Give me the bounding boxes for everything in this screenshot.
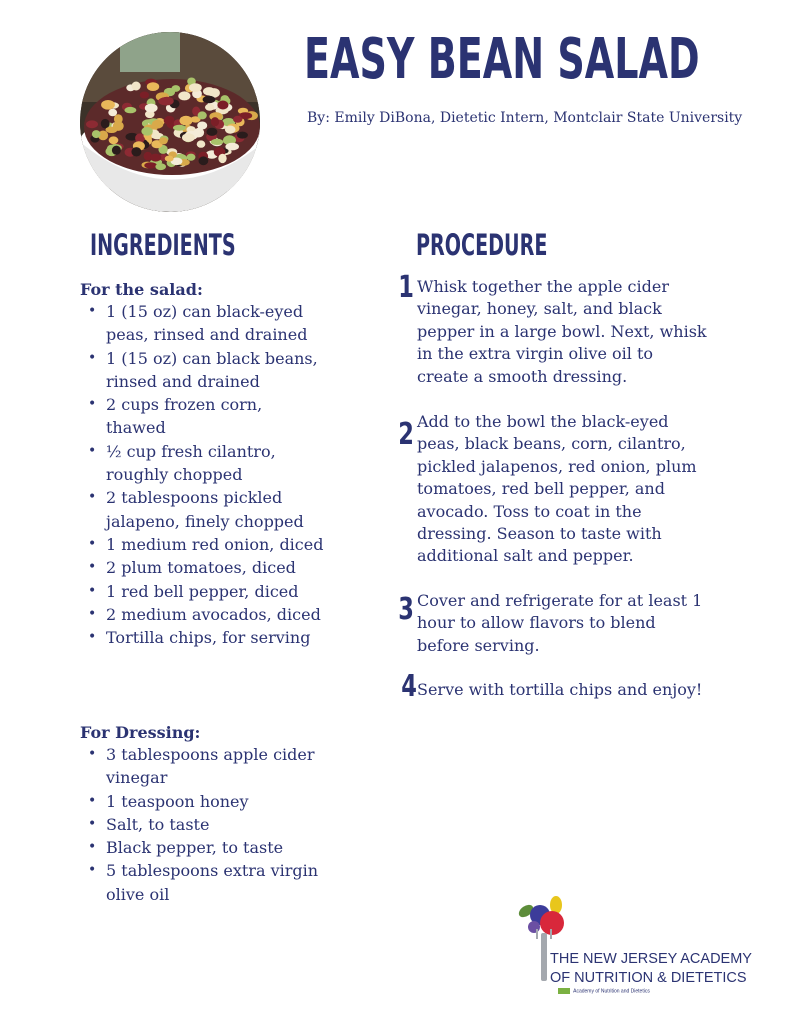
- step-number: 1: [398, 270, 414, 305]
- bean-shape: [182, 133, 195, 142]
- step-text: Serve with tortilla chips and enjoy!: [417, 680, 703, 699]
- bean-shape: [92, 130, 101, 138]
- step-number: 4: [401, 669, 417, 704]
- academy-affiliate-mark: [558, 988, 650, 994]
- bean-shape: [108, 109, 117, 117]
- bean-shape: [152, 120, 163, 129]
- bean-shape: [187, 154, 196, 161]
- list-item: • 5 tablespoons extra virgin olive oil: [84, 859, 324, 906]
- bean-shape: [203, 87, 215, 95]
- bean-shape: [165, 156, 174, 162]
- dressing-ingredient-list: [84, 743, 324, 906]
- bean-shape: [225, 143, 239, 151]
- bean-shape: [164, 117, 172, 124]
- bean-shape: [197, 122, 207, 130]
- step-number: 3: [398, 592, 414, 627]
- list-item: • Tortilla chips, for serving: [84, 626, 324, 649]
- bean-shape: [132, 82, 141, 91]
- bean-shape: [237, 132, 248, 139]
- bean-salad-photo: [80, 32, 260, 212]
- salad-subheading: For the salad:: [80, 280, 203, 299]
- list-item: • Black pepper, to taste: [84, 836, 324, 859]
- bean-shape: [233, 116, 242, 123]
- njand-logo: [510, 893, 750, 1003]
- bean-shape: [211, 117, 219, 126]
- list-item: • 3 tablespoons apple cider vinegar: [84, 743, 324, 790]
- bean-shape: [217, 101, 228, 110]
- list-item: • 1 (15 oz) can black-eyed peas, rinsed and drained: [84, 300, 324, 347]
- bean-shape: [225, 126, 236, 134]
- bean-shape: [189, 83, 202, 92]
- list-item: • 2 medium avocados, diced: [84, 603, 324, 626]
- step-text: Whisk together the apple cider vinegar, honey, salt, and black pepper in a large bowl. Next, whisk in the extra virgin olive oil to create a smooth dressing.: [417, 277, 707, 386]
- author-byline: By: Emily DiBona, Dietetic Intern, Montclair State University: [307, 110, 743, 126]
- procedure-heading: PROCEDURE: [416, 228, 548, 262]
- step-text: Cover and refrigerate for at least 1 hour to allow flavors to blend before serving.: [417, 591, 703, 655]
- academy-affiliate-text: Academy of Nutrition and Dietetics: [573, 988, 650, 995]
- bean-shape: [159, 137, 168, 144]
- bean-shape: [173, 125, 186, 131]
- bean-shape: [86, 120, 98, 128]
- bean-shape: [109, 136, 119, 144]
- bean-shape: [205, 104, 214, 111]
- bean-shape: [101, 119, 110, 129]
- bean-shape: [180, 116, 193, 126]
- bean-shape: [141, 127, 152, 136]
- logo-text-line2: OF NUTRITION & DIETETICS: [550, 970, 747, 986]
- page-title: EASY BEAN SALAD: [304, 27, 700, 92]
- bean-shape: [178, 91, 190, 100]
- list-item: • 1 teaspoon honey: [84, 790, 324, 813]
- bean-shape: [145, 104, 158, 113]
- list-item: • 1 medium red onion, diced: [84, 533, 324, 556]
- list-item: • 2 plum tomatoes, diced: [84, 556, 324, 579]
- bean-shape: [218, 154, 226, 163]
- bean-shape: [206, 128, 217, 136]
- bean-shape: [158, 97, 172, 105]
- bean-shape: [144, 162, 157, 168]
- bean-shape: [101, 100, 115, 110]
- dressing-subheading: For Dressing:: [80, 723, 201, 742]
- list-item: • ½ cup fresh cilantro, roughly chopped: [84, 440, 324, 487]
- step-number: 2: [398, 417, 414, 452]
- bean-shape: [211, 139, 224, 145]
- logo-text-line1: THE NEW JERSEY ACADEMY: [550, 951, 752, 967]
- bean-shape: [140, 92, 149, 99]
- list-item: • 2 tablespoons pickled jalapeno, finely chopped: [84, 486, 324, 533]
- bean-shape: [131, 147, 141, 156]
- bean-shape: [112, 146, 121, 155]
- ingredients-heading: INGREDIENTS: [90, 228, 236, 262]
- bean-shape: [113, 121, 124, 131]
- bean-shape: [125, 107, 137, 113]
- bean-shape: [147, 82, 159, 91]
- salad-ingredient-list: [84, 300, 324, 649]
- list-item: • 1 (15 oz) can black beans, rinsed and drained: [84, 347, 324, 394]
- step-text: Add to the bowl the black-eyed peas, black beans, corn, cilantro, pickled jalapenos, red onion, plum tomatoes, red bell pepper, and avocado. Toss to coat in the dressing. Season to taste with additional salt and pepper.: [417, 412, 697, 566]
- list-item: • 2 cups frozen corn, thawed: [84, 393, 324, 440]
- eatright-badge-icon: [558, 988, 570, 994]
- bean-shape: [199, 156, 209, 165]
- bean-shape: [203, 96, 216, 104]
- bean-shape: [150, 154, 161, 162]
- bean-shape: [198, 111, 207, 119]
- bean-shape: [155, 163, 166, 170]
- list-item: • Salt, to taste: [84, 813, 324, 836]
- bean-shape: [197, 140, 206, 147]
- list-item: • 1 red bell pepper, diced: [84, 580, 324, 603]
